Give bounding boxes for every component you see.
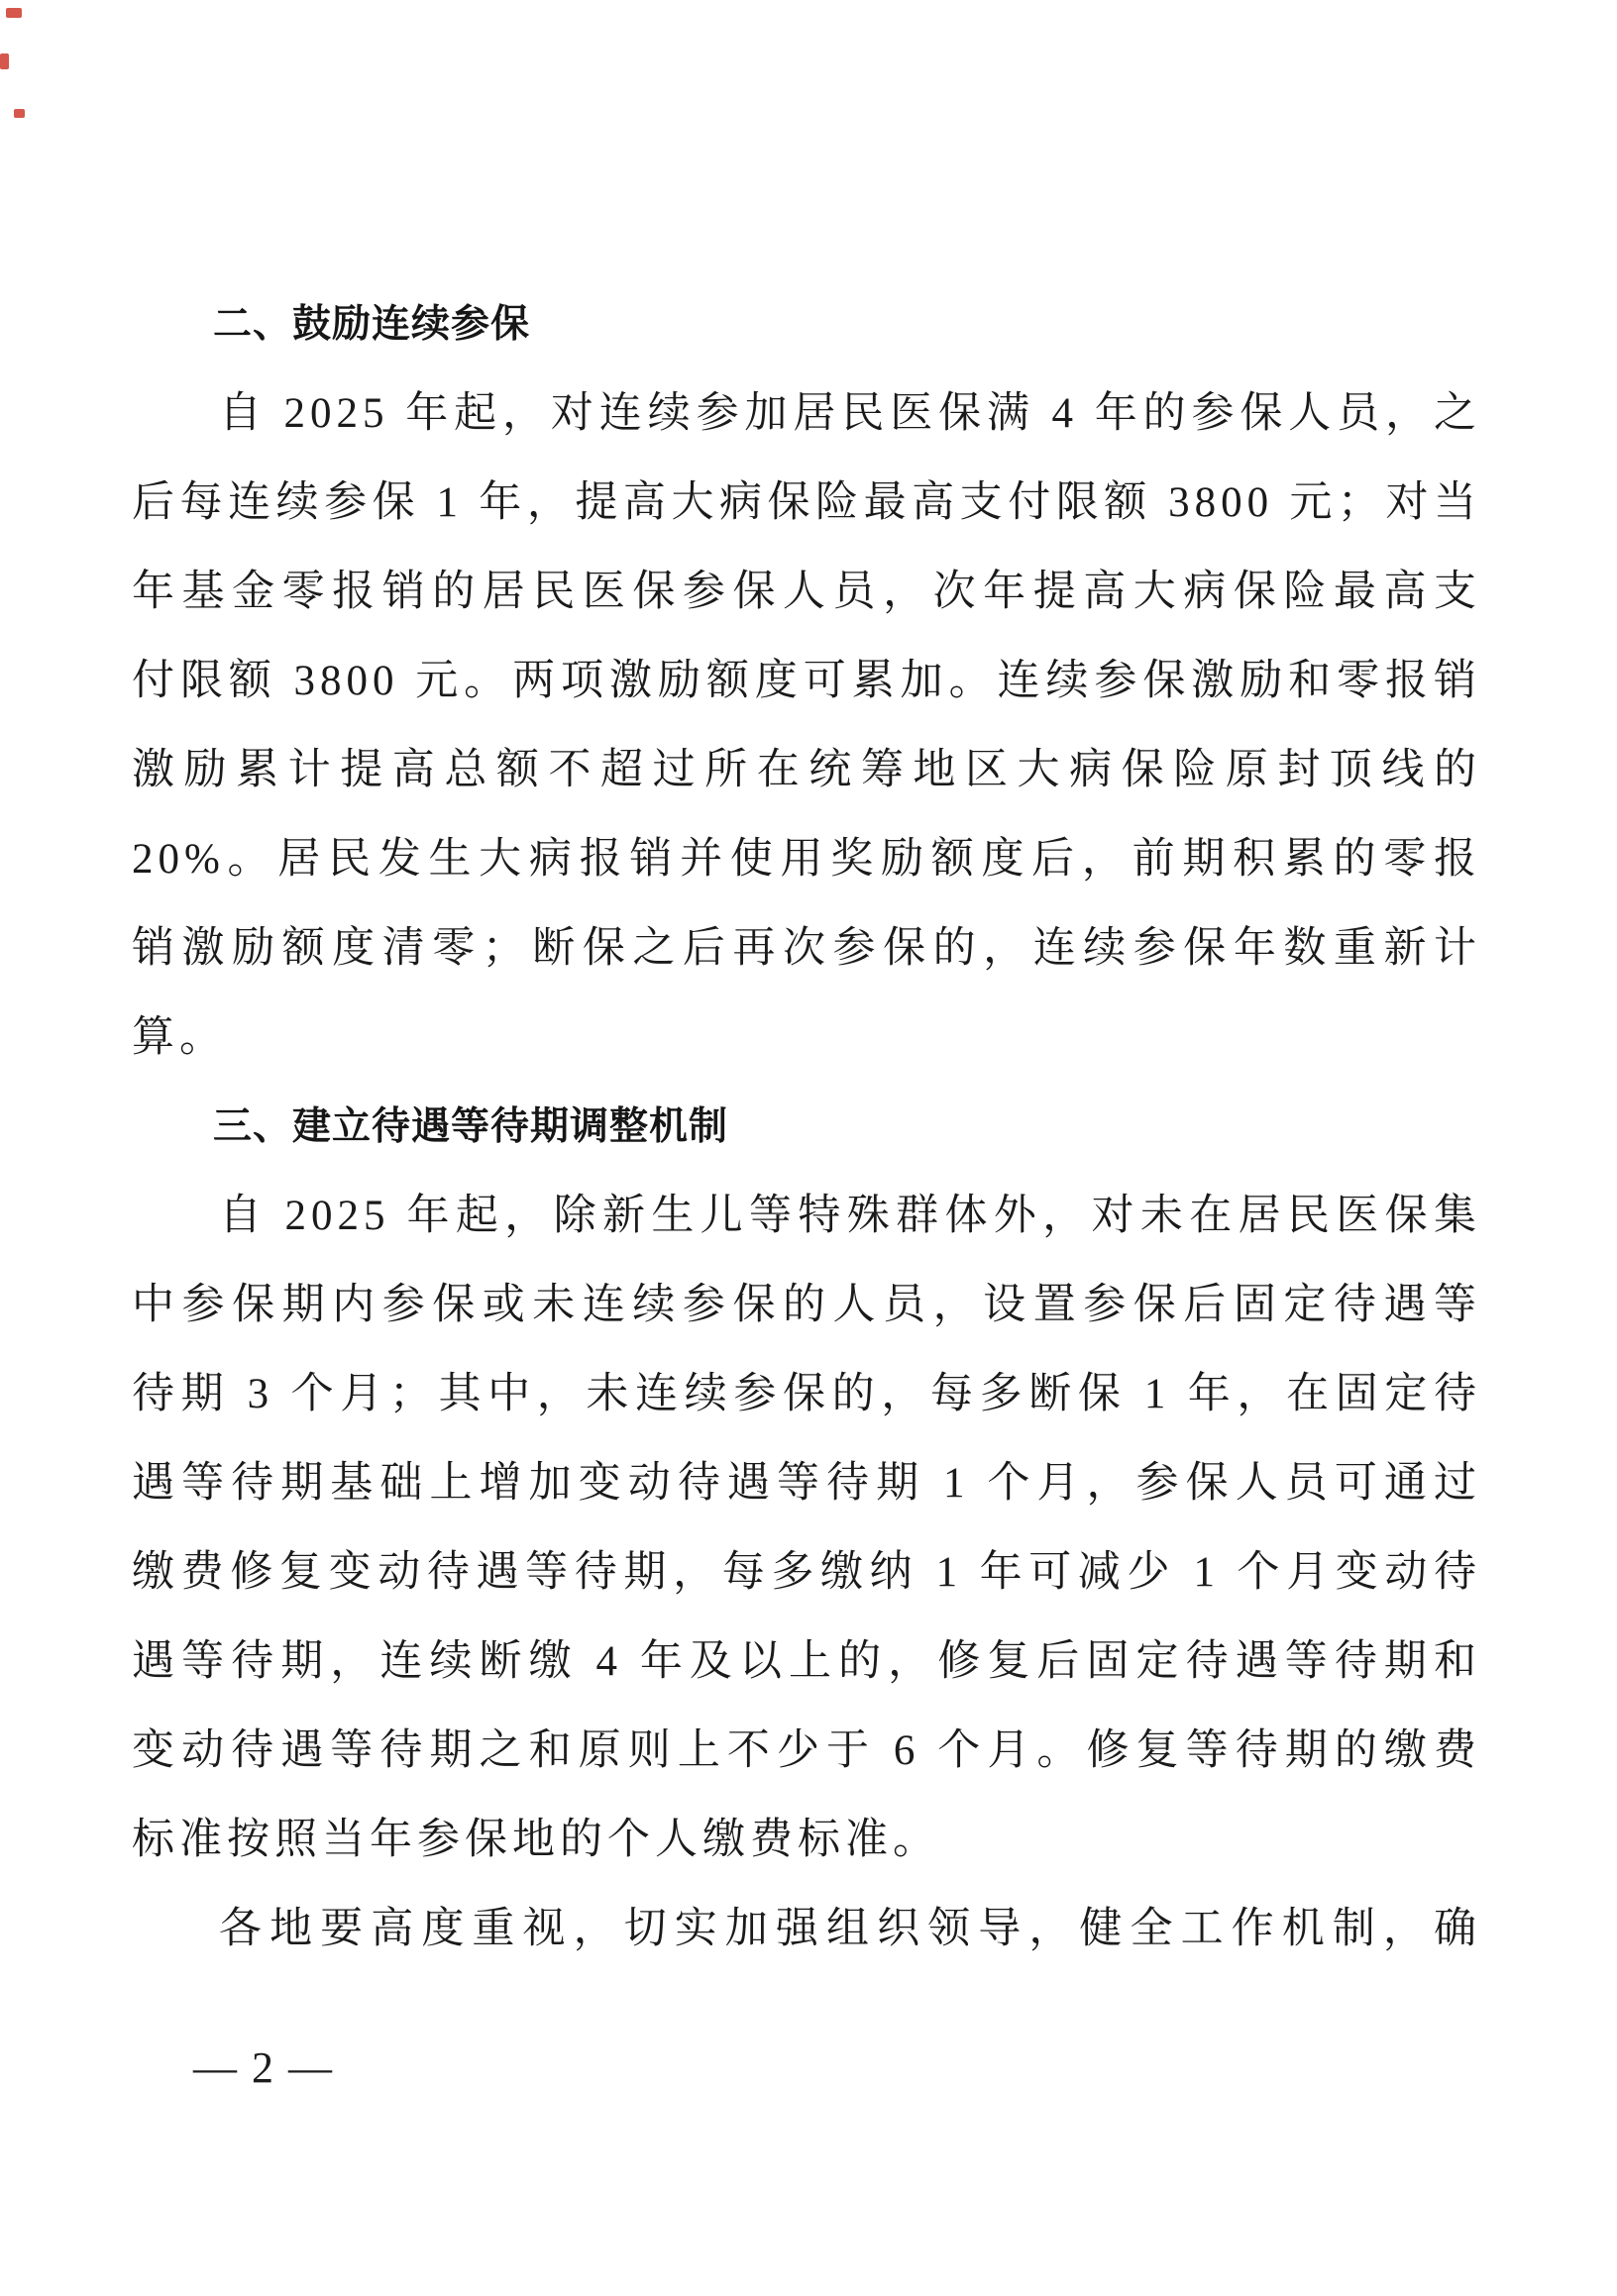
text-line: 自 2025 年起，除新生儿等特殊群体外，对未在居民医保集 (219, 1193, 1481, 1239)
text-line: 遇等待期基础上增加变动待遇等待期 1 个月，参保人员可通过 (132, 1460, 1481, 1507)
text-line: 算。 (132, 1014, 227, 1061)
text-line: 自 2025 年起，对连续参加居民医保满 4 年的参保人员，之 (219, 390, 1481, 437)
scan-speck-icon (14, 109, 25, 118)
text-line: 待期 3 个月；其中，未连续参保的，每多断保 1 年，在固定待 (132, 1371, 1481, 1417)
text-line: 中参保期内参保或未连续参保的人员，设置参保后固定待遇等 (132, 1282, 1481, 1328)
text-line: 销激励额度清零；断保之后再次参保的，连续参保年数重新计 (132, 925, 1481, 972)
text-line: 20%。居民发生大病报销并使用奖励额度后，前期积累的零报 (132, 836, 1481, 883)
scan-speck-icon (0, 53, 9, 69)
text-line: 年基金零报销的居民医保参保人员，次年提高大病保险最高支 (132, 569, 1481, 615)
section-heading-2: 二、鼓励连续参保 (213, 303, 531, 346)
text-line: 付限额 3800 元。两项激励额度可累加。连续参保激励和零报销 (132, 658, 1481, 704)
text-line: 变动待遇等待期之和原则上不少于 6 个月。修复等待期的缴费 (132, 1727, 1481, 1774)
page-content (132, 280, 1481, 1974)
text-line: 遇等待期，连续断缴 4 年及以上的，修复后固定待遇等待期和 (132, 1638, 1481, 1685)
page-number: — 2 — (193, 2043, 334, 2092)
text-line: 各地要高度重视，切实加强组织领导，健全工作机制，确 (219, 1906, 1481, 1952)
section-heading-3: 三、建立待遇等待期调整机制 (213, 1105, 729, 1148)
text-line: 激励累计提高总额不超过所在统筹地区大病保险原封顶线的 (132, 747, 1481, 793)
scan-speck-icon (6, 8, 22, 18)
text-line: 缴费修复变动待遇等待期，每多缴纳 1 年可减少 1 个月变动待 (132, 1549, 1481, 1596)
text-line: 后每连续参保 1 年，提高大病保险最高支付限额 3800 元；对当 (132, 479, 1481, 526)
text-line: 标准按照当年参保地的个人缴费标准。 (132, 1817, 940, 1863)
